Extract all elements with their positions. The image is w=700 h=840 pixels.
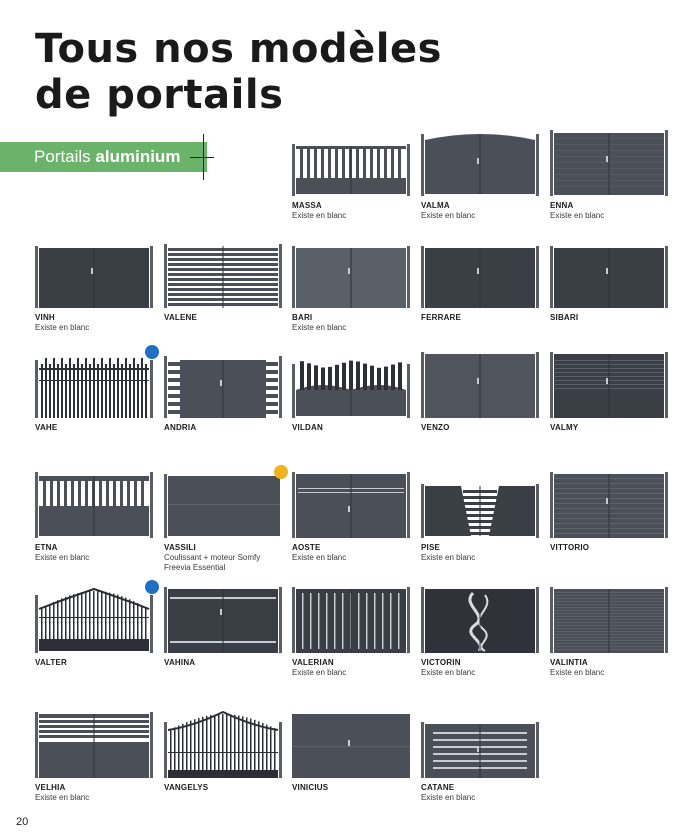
- gate-card-etna: [35, 470, 153, 563]
- gate-card-vinicius: [292, 710, 410, 793]
- gate-image: [550, 350, 668, 420]
- model-name: VALERIAN: [292, 658, 334, 667]
- gate-image: [292, 470, 410, 540]
- gate-card-vahina: [164, 585, 282, 668]
- gate-card-valter: [35, 585, 153, 668]
- gate-image: [164, 470, 282, 540]
- registration-mark-v: [203, 134, 204, 180]
- model-sub: Existe en blanc: [292, 323, 347, 332]
- gate-card-valma: [421, 128, 539, 221]
- model-name: ANDRIA: [164, 423, 197, 432]
- title-line-2: de portails: [35, 72, 284, 118]
- gate-card-vinh: [35, 240, 153, 333]
- page-title: [35, 26, 442, 118]
- model-sub: Existe en blanc: [550, 211, 605, 220]
- gate-image: [35, 240, 153, 310]
- gate-image-wrap: [421, 585, 539, 655]
- gate-image: [292, 350, 410, 420]
- gate-image: [164, 240, 282, 310]
- color-dot: [145, 345, 159, 359]
- model-name: VENZO: [421, 423, 450, 432]
- gate-card-valintia: [550, 585, 668, 678]
- gate-card-vittorio: [550, 470, 668, 553]
- gate-image: [421, 128, 539, 198]
- gate-image-wrap: [35, 240, 153, 310]
- title-line-1: Tous nos modèles: [35, 26, 442, 72]
- model-name: VELHIA: [35, 783, 66, 792]
- model-name: SIBARI: [550, 313, 579, 322]
- model-name: VALTER: [35, 658, 68, 667]
- gate-image-wrap: [421, 710, 539, 780]
- gate-image-wrap: [292, 585, 410, 655]
- model-name: VALMY: [550, 423, 579, 432]
- model-name: ENNA: [550, 201, 574, 210]
- gate-image-wrap: [292, 350, 410, 420]
- gate-image-wrap: [550, 350, 668, 420]
- gate-image-wrap: [421, 350, 539, 420]
- gate-image: [35, 350, 153, 420]
- gate-image-wrap: [550, 585, 668, 655]
- gate-image-wrap: [421, 470, 539, 540]
- gate-card-valerian: [292, 585, 410, 678]
- gate-card-vahe: [35, 350, 153, 433]
- gate-image: [35, 585, 153, 655]
- gate-image: [164, 350, 282, 420]
- model-sub: Existe en blanc: [421, 668, 476, 677]
- gate-image: [164, 710, 282, 780]
- model-name: VALINTIA: [550, 658, 588, 667]
- model-sub: Existe en blanc: [35, 553, 90, 562]
- model-sub: Existe en blanc: [550, 668, 605, 677]
- gate-image: [421, 240, 539, 310]
- gate-image-wrap: [35, 350, 153, 420]
- model-name: VASSILI: [164, 543, 196, 552]
- gate-card-vassili: [164, 470, 282, 573]
- model-sub: Existe en blanc: [421, 211, 476, 220]
- gate-image-wrap: [35, 585, 153, 655]
- gate-image: [292, 585, 410, 655]
- model-sub: Existe en blanc: [35, 323, 90, 332]
- model-name: BARI: [292, 313, 313, 322]
- gate-card-valene: [164, 240, 282, 323]
- model-sub: Existe en blanc: [292, 553, 347, 562]
- model-name: MASSA: [292, 201, 322, 210]
- gate-image-wrap: [292, 240, 410, 310]
- model-sub: Existe en blanc: [292, 668, 347, 677]
- gate-card-catane: [421, 710, 539, 803]
- gate-image-wrap: [35, 470, 153, 540]
- model-name: VINH: [35, 313, 55, 322]
- gate-image: [550, 128, 668, 198]
- page-number: 20: [16, 816, 29, 828]
- gate-image-wrap: [35, 710, 153, 780]
- gate-image-wrap: [164, 710, 282, 780]
- gate-image: [35, 710, 153, 780]
- section-prefix: Portails: [34, 147, 91, 166]
- gate-card-velhia: [35, 710, 153, 803]
- model-name: AOSTE: [292, 543, 321, 552]
- section-banner: [0, 142, 207, 172]
- gate-card-ferrare: [421, 240, 539, 323]
- model-name: VALMA: [421, 201, 450, 210]
- gate-card-vildan: [292, 350, 410, 433]
- model-name: PISE: [421, 543, 441, 552]
- gate-card-aoste: [292, 470, 410, 563]
- gate-card-venzo: [421, 350, 539, 433]
- registration-mark-h: [190, 157, 214, 158]
- model-name: VAHE: [35, 423, 58, 432]
- gate-image-wrap: [164, 240, 282, 310]
- model-name: VANGELYS: [164, 783, 209, 792]
- gate-image: [292, 240, 410, 310]
- gate-image: [421, 710, 539, 780]
- gate-image-wrap: [421, 128, 539, 198]
- gate-card-bari: [292, 240, 410, 333]
- gate-image-wrap: [550, 470, 668, 540]
- model-name: FERRARE: [421, 313, 462, 322]
- gate-image: [550, 470, 668, 540]
- gate-card-vangelys: [164, 710, 282, 793]
- model-name: VICTORIN: [421, 658, 461, 667]
- color-dot: [274, 465, 288, 479]
- gate-image-wrap: [550, 240, 668, 310]
- model-name: VALENE: [164, 313, 198, 322]
- gate-image: [421, 585, 539, 655]
- gate-image-wrap: [292, 470, 410, 540]
- gate-image-wrap: [550, 128, 668, 198]
- model-name: VITTORIO: [550, 543, 590, 552]
- model-name: VILDAN: [292, 423, 323, 432]
- model-name: CATANE: [421, 783, 455, 792]
- gate-image-wrap: [164, 350, 282, 420]
- gate-image-wrap: [164, 470, 282, 540]
- gate-image: [292, 710, 410, 780]
- section-bold: aluminium: [95, 147, 181, 166]
- gate-card-andria: [164, 350, 282, 433]
- model-sub: Existe en blanc: [421, 793, 476, 802]
- gate-image: [421, 470, 539, 540]
- model-sub: Existe en blanc: [421, 553, 476, 562]
- gate-card-pise: [421, 470, 539, 563]
- gate-card-massa: [292, 128, 410, 221]
- gate-image-wrap: [164, 585, 282, 655]
- gate-card-enna: [550, 128, 668, 221]
- model-name: VAHINA: [164, 658, 196, 667]
- gate-image: [550, 585, 668, 655]
- model-sub: Existe en blanc: [35, 793, 90, 802]
- gate-card-sibari: [550, 240, 668, 323]
- gate-image: [292, 128, 410, 198]
- model-name: VINICIUS: [292, 783, 329, 792]
- gate-image: [35, 470, 153, 540]
- color-dot: [145, 580, 159, 594]
- gate-card-victorin: [421, 585, 539, 678]
- gate-image: [550, 240, 668, 310]
- model-sub: Coulissant + moteur Somfy Freevia Essential: [164, 553, 261, 572]
- model-name: ETNA: [35, 543, 58, 552]
- gate-card-valmy: [550, 350, 668, 433]
- gate-image-wrap: [292, 710, 410, 780]
- model-sub: Existe en blanc: [292, 211, 347, 220]
- gate-image: [421, 350, 539, 420]
- gate-image-wrap: [421, 240, 539, 310]
- gate-image-wrap: [292, 128, 410, 198]
- gate-image: [164, 585, 282, 655]
